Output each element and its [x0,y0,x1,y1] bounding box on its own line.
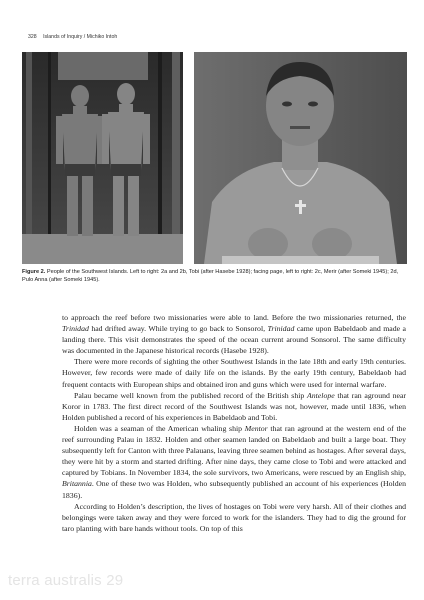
paragraph-4 [62,423,406,501]
ship-name: Trinidad [267,324,295,334]
figure-label: Figure 2. [22,269,46,275]
running-head [28,34,117,40]
photo-tobi-men [22,52,183,264]
photo-tobi-portrait [194,52,407,264]
ship-name: Trinidad [62,324,89,334]
text-run: Holden was a seaman of the American whaling ship [74,423,245,433]
series-watermark: terra australis 29 [8,572,124,589]
running-title: Islands of Inquiry / Michiko Intoh [43,34,118,40]
text-run: to approach the reef before two missionaries were able to land. Before the two missionaries returned, the [62,313,406,322]
figure-caption [22,268,407,284]
photo-tobi-portrait-image [194,52,407,264]
paragraph-5: According to Holden’s description, the lives of hostages on Tobi were very harsh. All of their clothes and belongings were taken away and they were forced to work for the islanders. They had to dig the ground for taro planting with bare hands without tools. On top of this [62,501,406,533]
ship-name: Britannia [62,479,92,489]
text-run: Palau became well known from the published record of the British ship [74,390,307,400]
text-run: . One of these two was Holden, who subsequently published an account of his experiences (Holden 1836). [62,479,406,500]
text-run: came upon Babeldaob and made a landing there. This visit demonstrates the speed of the ocean current around Sonsorol. The same difficulty was documented in the Japanese historical records (Hasebe 1928). [62,324,406,356]
page-number: 328 [28,34,37,40]
paragraph-3 [62,390,406,423]
text-run: had drifted away. While trying to go back to Sonsorol, [88,324,268,334]
text-run: that ran aground at the western end of the reef surrounding Palau in 1832. Holden and other seamen landed on Babeldaob and built a large boat. They subsequently left for Canton with three Palauans, leaving three seamen behind as hostages. After several days, they were hit by a storm and started drifting. After nine days, they came close to Tobi and were attacked and captured by Tobians. In November 1834, the sole survivors, two Americans, were rescued by an English ship, [62,423,406,478]
body-text [62,312,406,534]
figure-caption-text: People of the Southwest Islands. Left to right: 2a and 2b, Tobi (after Hasebe 1928); facing page, left to right: 2c, Merir (after Someki 1945); 2d, Pulo Anna (after Someki 1945). [22,269,399,283]
ship-name: Antelope [306,390,335,400]
paragraph-2: There were more records of sighting the other Southwest Islands in the late 18th and early 19th centuries. However, few records were made of daily life on the islands. By the early 19th century, Babeldaob had frequent contacts with European ships and obtained iron and guns which were used for internal warfare. [62,357,406,389]
paragraph-1 [62,312,406,356]
text-run: that ran aground near Koror in 1783. The first direct record of the Southwest Islands was not, however, made until 1836, when Holden published a record of his experiences in Babeldaob and Tobi. [62,390,406,422]
photo-tobi-men-image [22,52,183,264]
ship-name: Mentor [244,423,268,433]
